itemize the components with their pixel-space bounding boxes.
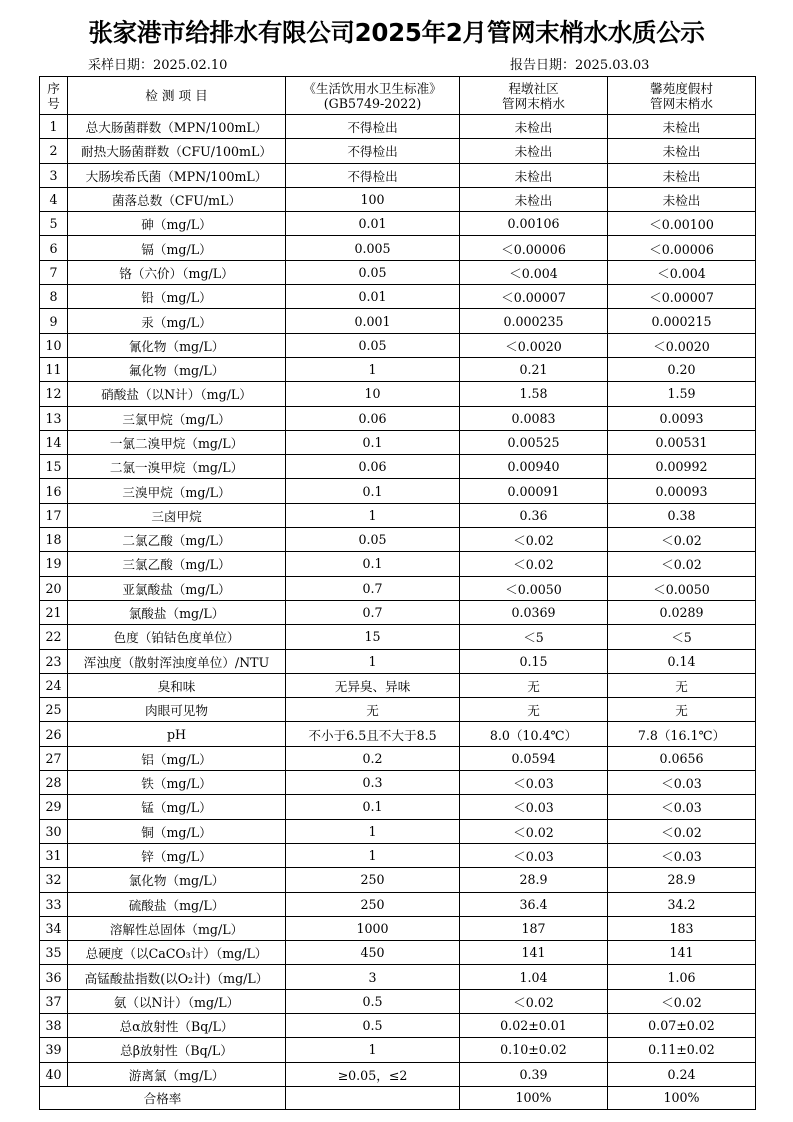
row-index: 38 — [40, 1013, 68, 1037]
row-item: 臭和味 — [68, 673, 286, 697]
table-row — [40, 503, 756, 527]
row-site1-value: 0.21 — [460, 357, 608, 381]
pass-rate-standard — [286, 1086, 460, 1109]
row-index: 28 — [40, 771, 68, 795]
table-row — [40, 892, 756, 916]
row-item: 三溴甲烷（mg/L） — [68, 479, 286, 503]
pass-rate-site2: 100% — [608, 1086, 756, 1109]
row-site1-value: 0.10±0.02 — [460, 1038, 608, 1062]
row-standard: 0.1 — [286, 430, 460, 454]
row-index: 30 — [40, 819, 68, 843]
row-site2-value: 7.8（16.1℃） — [608, 722, 756, 746]
row-standard: 100 — [286, 187, 460, 211]
row-standard: 0.06 — [286, 406, 460, 430]
row-item: 锰（mg/L） — [68, 795, 286, 819]
row-site1-value: 0.00106 — [460, 212, 608, 236]
table-row — [40, 868, 756, 892]
row-standard: 0.1 — [286, 552, 460, 576]
row-site2-value: 28.9 — [608, 868, 756, 892]
row-standard: 1 — [286, 1038, 460, 1062]
table-row — [40, 236, 756, 260]
header-standard-line1: 《生活饮用水卫生标准》 — [303, 80, 442, 96]
table-row — [40, 600, 756, 624]
table-row — [40, 916, 756, 940]
row-item: 三氯乙酸（mg/L） — [68, 552, 286, 576]
row-site1-value: 0.00091 — [460, 479, 608, 503]
row-site2-value: 0.11±0.02 — [608, 1038, 756, 1062]
header-site1-line1: 程墩社区 — [508, 80, 559, 96]
row-site2-value: 1.06 — [608, 965, 756, 989]
row-index: 22 — [40, 625, 68, 649]
row-site1-value: 0.15 — [460, 649, 608, 673]
row-site2-value: 0.00093 — [608, 479, 756, 503]
row-item: 二氯一溴甲烷（mg/L） — [68, 455, 286, 479]
row-site2-value: 未检出 — [608, 187, 756, 211]
row-site1-value: 未检出 — [460, 163, 608, 187]
table-row — [40, 843, 756, 867]
row-item: 色度（铂钴色度单位） — [68, 625, 286, 649]
row-index: 39 — [40, 1038, 68, 1062]
row-item: 一氯二溴甲烷（mg/L） — [68, 430, 286, 454]
row-site1-value: ＜0.02 — [460, 819, 608, 843]
row-standard: 不得检出 — [286, 163, 460, 187]
row-site1-value: 无 — [460, 673, 608, 697]
table-row — [40, 406, 756, 430]
row-index: 14 — [40, 430, 68, 454]
row-site2-value: 0.00531 — [608, 430, 756, 454]
row-item: 三卤甲烷 — [68, 503, 286, 527]
row-index: 6 — [40, 236, 68, 260]
row-site2-value: 0.07±0.02 — [608, 1013, 756, 1037]
row-index: 29 — [40, 795, 68, 819]
row-site1-value: 28.9 — [460, 868, 608, 892]
row-site2-value: ＜0.004 — [608, 260, 756, 284]
table-row — [40, 260, 756, 284]
row-site1-value: ＜0.00006 — [460, 236, 608, 260]
row-item: 砷（mg/L） — [68, 212, 286, 236]
table-row — [40, 819, 756, 843]
table-row — [40, 576, 756, 600]
row-standard: 0.5 — [286, 1013, 460, 1037]
row-site2-value: 0.24 — [608, 1062, 756, 1086]
row-site2-value: 34.2 — [608, 892, 756, 916]
row-standard: 1 — [286, 819, 460, 843]
row-item: 总β放射性（Bq/L） — [68, 1038, 286, 1062]
header-site1-line2: 管网末梢水 — [502, 95, 565, 111]
row-item: 游离氯（mg/L） — [68, 1062, 286, 1086]
table-body — [40, 115, 756, 1087]
page-title: 张家港市给排水有限公司2025年2月管网末梢水水质公示 — [88, 18, 705, 47]
table-row — [40, 382, 756, 406]
table-row — [40, 625, 756, 649]
table-row — [40, 212, 756, 236]
row-index: 27 — [40, 746, 68, 770]
row-site1-value: 0.0369 — [460, 600, 608, 624]
row-site1-value: 0.00525 — [460, 430, 608, 454]
row-item: 溶解性总固体（mg/L） — [68, 916, 286, 940]
row-item: 氯酸盐（mg/L） — [68, 600, 286, 624]
table-header-row — [40, 77, 756, 115]
row-item: 三氯甲烷（mg/L） — [68, 406, 286, 430]
row-site2-value: ＜0.0050 — [608, 576, 756, 600]
table-row — [40, 941, 756, 965]
row-site1-value: 无 — [460, 698, 608, 722]
row-item: 高锰酸盐指数(以O₂计)（mg/L） — [68, 965, 286, 989]
row-standard: 250 — [286, 868, 460, 892]
row-site1-value: ＜0.00007 — [460, 285, 608, 309]
row-item: 总大肠菌群数（MPN/100mL） — [68, 115, 286, 139]
row-site2-value: ＜0.02 — [608, 989, 756, 1013]
row-index: 31 — [40, 843, 68, 867]
table-row — [40, 965, 756, 989]
row-index: 16 — [40, 479, 68, 503]
row-standard: 1 — [286, 843, 460, 867]
row-site1-value: 141 — [460, 941, 608, 965]
table-row — [40, 1013, 756, 1037]
row-site2-value: 无 — [608, 698, 756, 722]
row-standard: 不小于6.5且不大于8.5 — [286, 722, 460, 746]
table-row — [40, 285, 756, 309]
table-row — [40, 673, 756, 697]
row-standard: 0.05 — [286, 528, 460, 552]
header-standard-line2: (GB5749-2022) — [323, 95, 422, 111]
row-index: 19 — [40, 552, 68, 576]
row-site1-value: ＜0.0020 — [460, 333, 608, 357]
table-row — [40, 1038, 756, 1062]
row-item: 铝（mg/L） — [68, 746, 286, 770]
row-site1-value: 0.36 — [460, 503, 608, 527]
row-item: 铅（mg/L） — [68, 285, 286, 309]
row-site1-value: ＜0.0050 — [460, 576, 608, 600]
row-item: 硝酸盐（以N计）（mg/L） — [68, 382, 286, 406]
row-index: 26 — [40, 722, 68, 746]
row-site2-value: ＜0.0020 — [608, 333, 756, 357]
row-standard: 1 — [286, 503, 460, 527]
row-site2-value: 0.0289 — [608, 600, 756, 624]
row-site1-value: 0.02±0.01 — [460, 1013, 608, 1037]
table-row — [40, 771, 756, 795]
table-row — [40, 795, 756, 819]
row-index: 32 — [40, 868, 68, 892]
row-item: pH — [68, 722, 286, 746]
row-index: 36 — [40, 965, 68, 989]
row-site1-value: ＜0.02 — [460, 552, 608, 576]
row-site2-value: ＜0.03 — [608, 771, 756, 795]
row-site1-value: ＜5 — [460, 625, 608, 649]
row-item: 铁（mg/L） — [68, 771, 286, 795]
row-standard: 0.7 — [286, 600, 460, 624]
row-index: 17 — [40, 503, 68, 527]
row-item: 氟化物（mg/L） — [68, 357, 286, 381]
header-site2 — [608, 77, 756, 115]
row-index: 2 — [40, 139, 68, 163]
header-site2-line1: 馨苑度假村 — [650, 80, 713, 96]
row-index: 7 — [40, 260, 68, 284]
row-index: 15 — [40, 455, 68, 479]
table-row — [40, 430, 756, 454]
row-site2-value: 0.00992 — [608, 455, 756, 479]
pass-rate-label: 合格率 — [40, 1086, 286, 1109]
row-item: 大肠埃希氏菌（MPN/100mL） — [68, 163, 286, 187]
row-item: 菌落总数（CFU/mL） — [68, 187, 286, 211]
row-site2-value: 141 — [608, 941, 756, 965]
row-site1-value: 1.58 — [460, 382, 608, 406]
header-site2-line2: 管网末梢水 — [650, 95, 713, 111]
row-site2-value: 1.59 — [608, 382, 756, 406]
row-standard: 0.005 — [286, 236, 460, 260]
table-row — [40, 139, 756, 163]
row-standard: 250 — [286, 892, 460, 916]
row-standard: 0.05 — [286, 260, 460, 284]
row-site2-value: 0.0093 — [608, 406, 756, 430]
row-site2-value: ＜0.02 — [608, 528, 756, 552]
row-item: 氯化物（mg/L） — [68, 868, 286, 892]
row-item: 亚氯酸盐（mg/L） — [68, 576, 286, 600]
row-standard: 0.2 — [286, 746, 460, 770]
row-site2-value: ＜0.00007 — [608, 285, 756, 309]
table-row — [40, 528, 756, 552]
row-site2-value: 183 — [608, 916, 756, 940]
row-index: 13 — [40, 406, 68, 430]
row-item: 铬（六价）（mg/L） — [68, 260, 286, 284]
table-row — [40, 479, 756, 503]
row-standard: ≥0.05，≤2 — [286, 1062, 460, 1086]
row-standard: 0.3 — [286, 771, 460, 795]
row-index: 12 — [40, 382, 68, 406]
row-standard: 1000 — [286, 916, 460, 940]
row-site1-value: ＜0.02 — [460, 989, 608, 1013]
row-site2-value: 0.20 — [608, 357, 756, 381]
row-item: 氨（以N计）（mg/L） — [68, 989, 286, 1013]
row-site1-value: 0.000235 — [460, 309, 608, 333]
row-site1-value: 36.4 — [460, 892, 608, 916]
row-site2-value: ＜5 — [608, 625, 756, 649]
row-standard: 0.5 — [286, 989, 460, 1013]
row-standard: 450 — [286, 941, 460, 965]
sample-date: 采样日期：2025.02.10 — [88, 58, 228, 73]
row-site2-value: 0.38 — [608, 503, 756, 527]
table-row — [40, 746, 756, 770]
row-site2-value: ＜0.03 — [608, 795, 756, 819]
row-site2-value: ＜0.00006 — [608, 236, 756, 260]
row-index: 24 — [40, 673, 68, 697]
row-item: 浑浊度（散射浑浊度单位）/NTU — [68, 649, 286, 673]
row-index: 9 — [40, 309, 68, 333]
row-site1-value: ＜0.03 — [460, 771, 608, 795]
table-row — [40, 163, 756, 187]
row-index: 10 — [40, 333, 68, 357]
row-index: 18 — [40, 528, 68, 552]
row-standard: 1 — [286, 649, 460, 673]
pass-rate-row — [40, 1086, 756, 1109]
row-site1-value: ＜0.03 — [460, 843, 608, 867]
row-standard: 0.05 — [286, 333, 460, 357]
row-item: 铜（mg/L） — [68, 819, 286, 843]
row-site1-value: ＜0.02 — [460, 528, 608, 552]
row-item: 氰化物（mg/L） — [68, 333, 286, 357]
row-standard: 0.01 — [286, 285, 460, 309]
row-item: 锌（mg/L） — [68, 843, 286, 867]
table-row — [40, 357, 756, 381]
row-site2-value: 0.0656 — [608, 746, 756, 770]
row-site2-value: ＜0.03 — [608, 843, 756, 867]
row-site2-value: ＜0.00100 — [608, 212, 756, 236]
row-standard: 0.1 — [286, 795, 460, 819]
header-site1 — [460, 77, 608, 115]
row-standard: 不得检出 — [286, 139, 460, 163]
row-standard: 15 — [286, 625, 460, 649]
row-item: 硫酸盐（mg/L） — [68, 892, 286, 916]
pass-rate-site1: 100% — [460, 1086, 608, 1109]
row-index: 11 — [40, 357, 68, 381]
header-index-line1: 序 — [47, 80, 60, 96]
row-index: 4 — [40, 187, 68, 211]
table-row — [40, 552, 756, 576]
row-standard: 10 — [286, 382, 460, 406]
row-site1-value: 0.0594 — [460, 746, 608, 770]
row-item: 汞（mg/L） — [68, 309, 286, 333]
table-row — [40, 187, 756, 211]
row-site1-value: 未检出 — [460, 115, 608, 139]
row-site2-value: 未检出 — [608, 139, 756, 163]
row-index: 20 — [40, 576, 68, 600]
row-site2-value: ＜0.02 — [608, 552, 756, 576]
row-index: 37 — [40, 989, 68, 1013]
header-standard — [286, 77, 460, 115]
table-row — [40, 989, 756, 1013]
row-site2-value: 无 — [608, 673, 756, 697]
table-row — [40, 333, 756, 357]
row-index: 3 — [40, 163, 68, 187]
row-index: 34 — [40, 916, 68, 940]
row-site1-value: ＜0.03 — [460, 795, 608, 819]
row-index: 35 — [40, 941, 68, 965]
row-item: 肉眼可见物 — [68, 698, 286, 722]
row-site1-value: ＜0.004 — [460, 260, 608, 284]
report-date: 报告日期：2025.03.03 — [510, 58, 650, 73]
row-item: 总α放射性（Bq/L） — [68, 1013, 286, 1037]
row-site1-value: 0.0083 — [460, 406, 608, 430]
row-standard: 1 — [286, 357, 460, 381]
row-index: 25 — [40, 698, 68, 722]
row-site1-value: 8.0（10.4℃） — [460, 722, 608, 746]
row-site1-value: 未检出 — [460, 187, 608, 211]
row-item: 二氯乙酸（mg/L） — [68, 528, 286, 552]
water-quality-table — [39, 76, 756, 1110]
row-index: 23 — [40, 649, 68, 673]
row-site1-value: 1.04 — [460, 965, 608, 989]
row-standard: 无 — [286, 698, 460, 722]
row-site2-value: 未检出 — [608, 163, 756, 187]
table-row — [40, 649, 756, 673]
row-item: 镉（mg/L） — [68, 236, 286, 260]
row-standard: 0.01 — [286, 212, 460, 236]
row-site2-value: 未检出 — [608, 115, 756, 139]
row-standard: 0.1 — [286, 479, 460, 503]
row-site1-value: 0.00940 — [460, 455, 608, 479]
row-site1-value: 187 — [460, 916, 608, 940]
table-row — [40, 455, 756, 479]
header-item: 检 测 项 目 — [68, 77, 286, 115]
table-row — [40, 722, 756, 746]
row-index: 8 — [40, 285, 68, 309]
row-standard: 不得检出 — [286, 115, 460, 139]
row-site1-value: 未检出 — [460, 139, 608, 163]
row-index: 40 — [40, 1062, 68, 1086]
row-standard: 0.06 — [286, 455, 460, 479]
table-row — [40, 698, 756, 722]
row-standard: 无异臭、异味 — [286, 673, 460, 697]
row-index: 21 — [40, 600, 68, 624]
row-item: 耐热大肠菌群数（CFU/100mL） — [68, 139, 286, 163]
row-site2-value: ＜0.02 — [608, 819, 756, 843]
row-site2-value: 0.14 — [608, 649, 756, 673]
header-index-line2: 号 — [47, 95, 60, 111]
row-index: 5 — [40, 212, 68, 236]
row-index: 33 — [40, 892, 68, 916]
row-index: 1 — [40, 115, 68, 139]
row-standard: 3 — [286, 965, 460, 989]
row-standard: 0.7 — [286, 576, 460, 600]
header-index — [40, 77, 68, 115]
table-row — [40, 115, 756, 139]
row-site2-value: 0.000215 — [608, 309, 756, 333]
row-item: 总硬度（以CaCO₃计）（mg/L） — [68, 941, 286, 965]
table-row — [40, 309, 756, 333]
table-row — [40, 1062, 756, 1086]
row-standard: 0.001 — [286, 309, 460, 333]
row-site1-value: 0.39 — [460, 1062, 608, 1086]
